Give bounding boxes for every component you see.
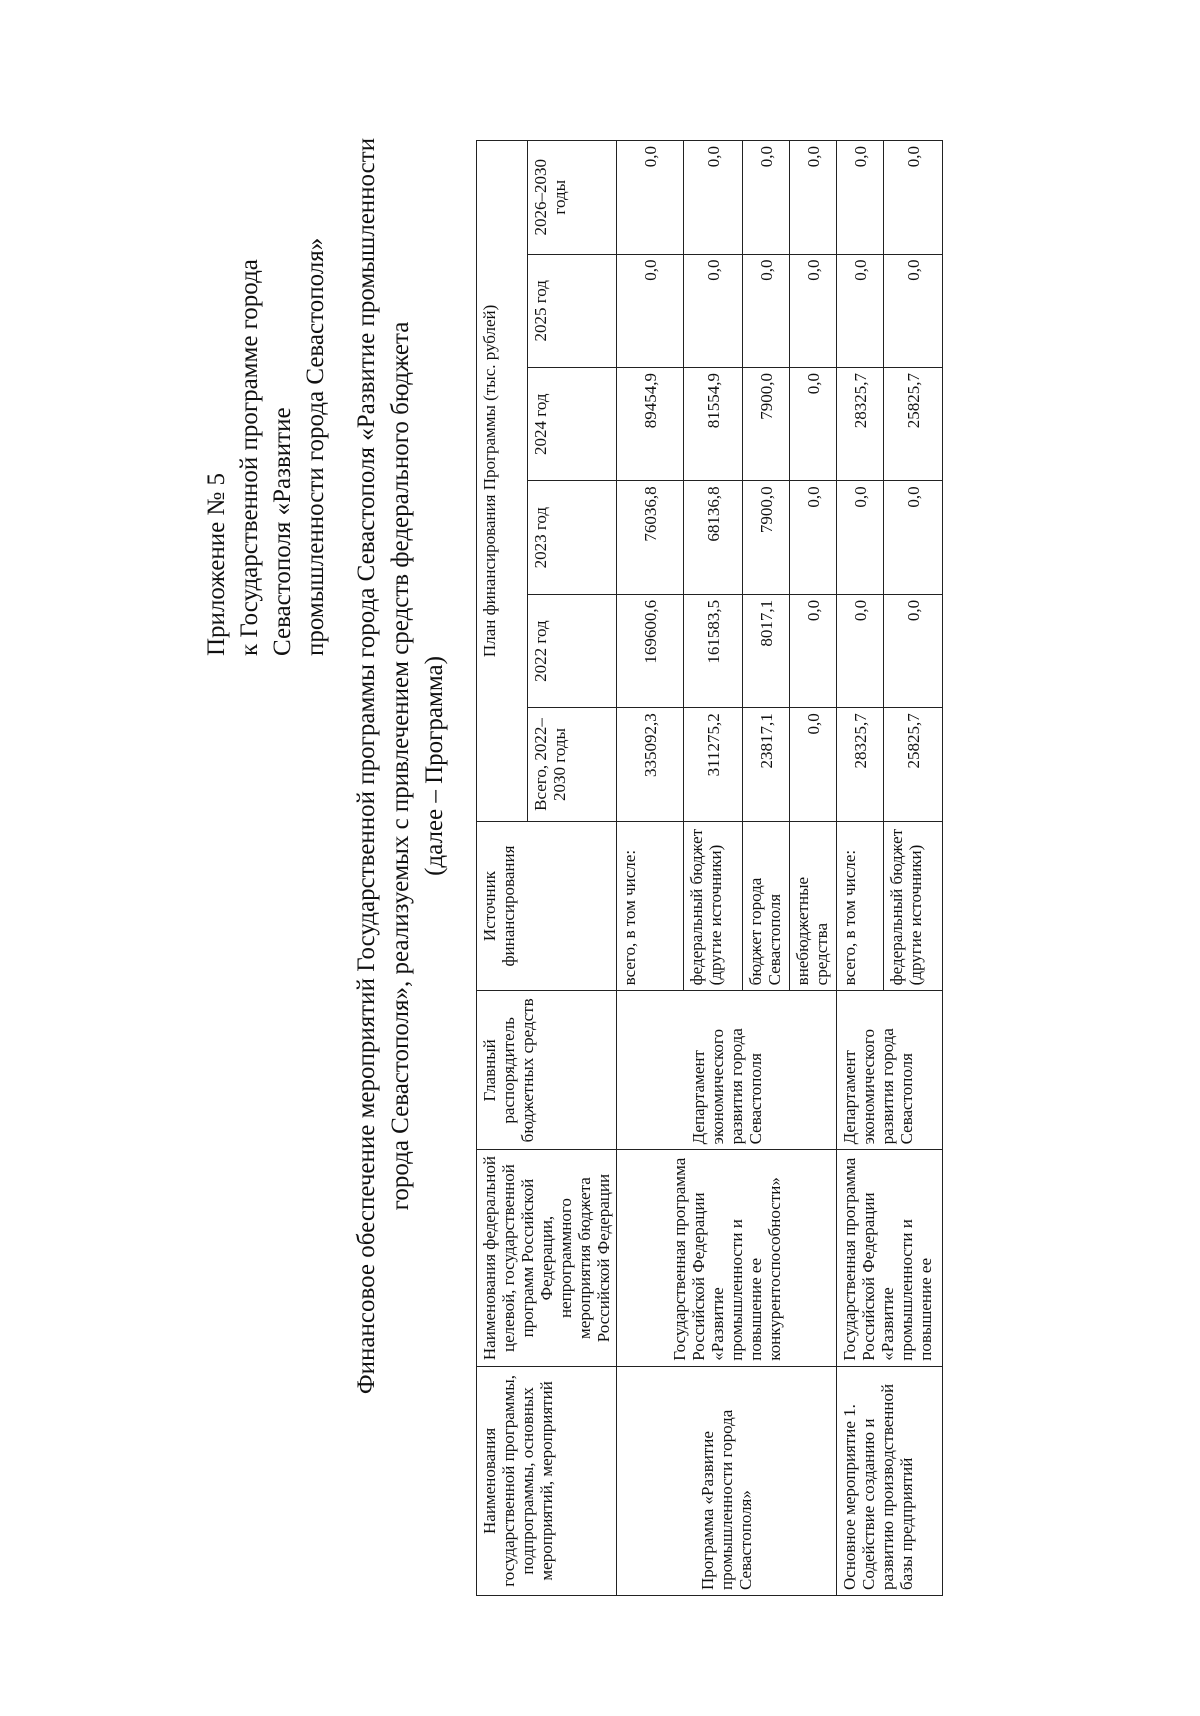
header-year: Всего, 2022–2030 годы [528,708,617,821]
header-col3: Главный распорядитель бюджетных средств [477,991,617,1150]
budget-distributor: Департамент экономического развития города Севастополя [837,991,943,1150]
value-cell: 0,0 [617,141,684,255]
value-cell: 0,0 [837,481,884,594]
financing-table [476,140,943,1596]
header-year: 2023 год [528,481,617,594]
header-col4: Источник финансирования [477,821,617,991]
value-cell: 0,0 [790,367,837,480]
main-activity-name: Основное мероприятие 1. Содействие созданию и развитию производственной базы предприятий [837,1366,943,1595]
title-line: города Севастополя», реализуемых с привлечением средств федерального бюджета [387,321,414,1211]
table-row [617,141,684,1596]
value-cell: 0,0 [884,594,943,707]
value-cell: 0,0 [684,141,743,255]
value-cell: 169600,6 [617,594,684,707]
funding-source: федеральный бюджет (другие источники) [884,821,943,991]
appendix-line: к Государственной программе города [236,259,263,656]
title-line: Финансовое обеспечение мероприятий Государственной программы города Севастополя «Развитие промышленности [353,137,380,1395]
value-cell: 0,0 [790,481,837,594]
program-name: Программа «Развитие промышленности города Севастополя» [617,1366,837,1595]
value-cell: 7900,0 [743,367,790,480]
value-cell: 0,0 [884,254,943,367]
value-cell: 25825,7 [884,708,943,821]
federal-program-name: Государственная программа Российской Федерации «Развитие промышленности и повышение ее конкурентоспособности» [617,1150,837,1366]
header-year: 2024 год [528,367,617,480]
value-cell: 7900,0 [743,481,790,594]
federal-program-name: Государственная программа Российской Федерации «Развитие промышленности и повышение ее [837,1150,943,1366]
value-cell: 335092,3 [617,708,684,821]
value-cell: 0,0 [617,254,684,367]
value-cell: 0,0 [837,141,884,255]
value-cell: 0,0 [884,141,943,255]
value-cell: 81554,9 [684,367,743,480]
header-row [477,141,528,1596]
title-line: (далее – Программа) [421,656,448,876]
funding-source: внебюджетные средства [790,821,837,991]
value-cell: 0,0 [884,481,943,594]
value-cell: 89454,9 [617,367,684,480]
appendix-note [200,236,332,656]
funding-source: федеральный бюджет (другие источники) [684,821,743,991]
header-year: 2026–2030 годы [528,141,617,255]
value-cell: 25825,7 [884,367,943,480]
value-cell: 311275,2 [684,708,743,821]
value-cell: 0,0 [743,254,790,367]
funding-source: всего, в том числе: [837,821,884,991]
funding-source: всего, в том числе: [617,821,684,991]
value-cell: 76036,8 [617,481,684,594]
value-cell: 161583,5 [684,594,743,707]
value-cell: 0,0 [684,254,743,367]
header-col1: Наименования государственной программы, подпрограммы, основных мероприятий, мероприятий [477,1366,617,1595]
value-cell: 0,0 [790,254,837,367]
document-title [350,0,452,1536]
appendix-line: Севастополя «Развитие [269,407,296,656]
table-row [837,141,884,1596]
value-cell: 0,0 [790,594,837,707]
header-year: 2022 год [528,594,617,707]
funding-source: бюджет города Севастополя [743,821,790,991]
value-cell: 0,0 [837,254,884,367]
budget-distributor: Департамент экономического развития города Севастополя [617,991,837,1150]
appendix-line: промышленности города Севастополя» [302,237,329,656]
header-col2: Наименования федеральной целевой, государственной программ Российской Федерации, непрограммного мероприятия бюджета Российской Федерации [477,1150,617,1366]
header-year: 2025 год [528,254,617,367]
value-cell: 0,0 [837,594,884,707]
value-cell: 0,0 [743,141,790,255]
header-plan: План финансирования Программы (тыс. рублей) [477,141,528,822]
value-cell: 8017,1 [743,594,790,707]
value-cell: 0,0 [790,141,837,255]
value-cell: 28325,7 [837,367,884,480]
value-cell: 68136,8 [684,481,743,594]
value-cell: 23817,1 [743,708,790,821]
appendix-line: Приложение № 5 [203,472,230,656]
value-cell: 0,0 [790,708,837,821]
value-cell: 28325,7 [837,708,884,821]
